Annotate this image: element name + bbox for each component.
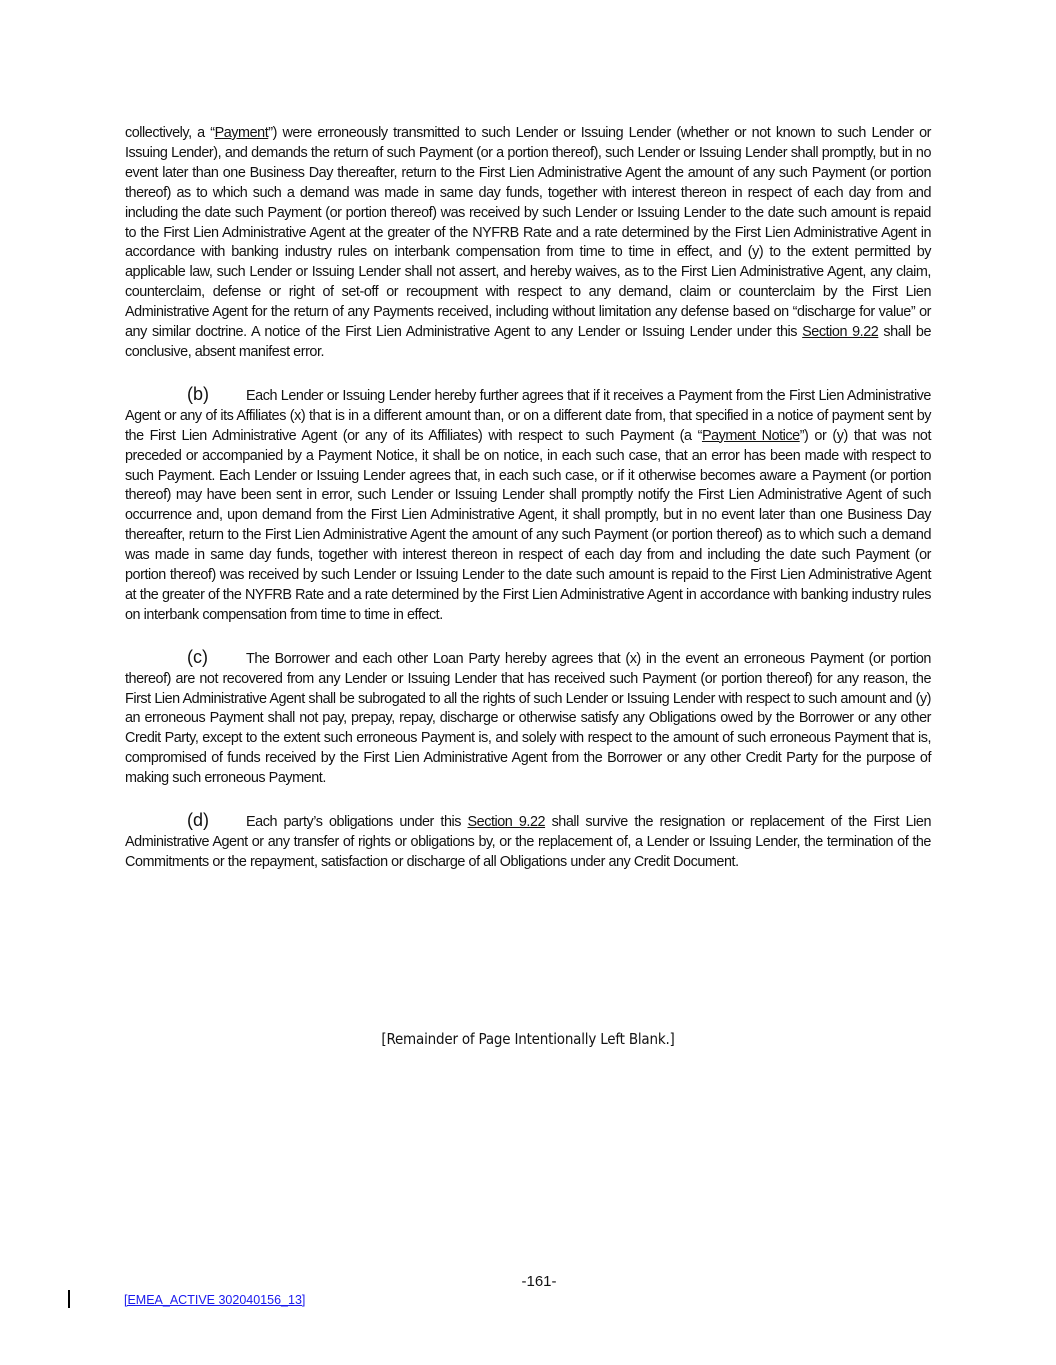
- paragraph-a-continued: [125, 124, 931, 363]
- defined-term-payment: Payment: [214, 125, 269, 141]
- section-reference: Section 9.22: [802, 324, 879, 341]
- text-run: Each Lender or Issuing Lender hereby further agrees that if it receives a Payment from the First Lien Administrative Agent or any of its Affiliates (x) that is in a different amount than, or on a different date from, that specified in a notice of payment sent by the First Lien Administrative Agent (or any of its Affiliates) with respect to such Payment (a “: [125, 387, 931, 444]
- text-run: ”) were erroneously transmitted to such Lender or Issuing Lender (whether or not known to such Lender or Issuing Lender), and demands the return of such Payment (or a portion thereof), such Lender or Issuing Lender shall promptly, but in no event later than one Business Day thereafter, return to the First Lien Administrative Agent the amount of any such Payment (or portion thereof) as to which such a demand was made in same day funds, together with interest thereon in respect of each day from and including the date such Payment (or portion thereof) was received by such Lender or Issuing Lender to the date such amount is repaid to the First Lien Administrative Agent at the greater of the NYFRB Rate and a rate determined by the First Lien Administrative Agent in accordance with banking industry rules on interbank compensation from time to time in effect, and (y) to the extent permitted by applicable law, such Lender or Issuing Lender shall not assert, and hereby waives, as to the First Lien Administrative Agent, any claim, counterclaim, defense or right of set-off or recoupment with respect to any demand, claim or counterclaim by the First Lien Administrative Agent for the return of any Payments received, including without limitation any defense based on “discharge for value” or any similar doctrine. A notice of the First Lien Administrative Agent to any Lender or Issuing Lender under this: [125, 125, 931, 341]
- change-bar: [68, 1290, 70, 1308]
- section-reference: Section 9.22: [467, 814, 546, 831]
- document-body: [125, 124, 931, 895]
- paragraph-label: (b): [187, 383, 209, 404]
- text-run: ”) or (y) that was not preceded or accompanied by a Payment Notice, it shall be on notice, in each such case, that an error has been made with respect to such Payment. Each Lender or Issuing Lender agrees that, in each such case, or if it otherwise becomes aware a Payment (or portion thereof) may have been sent in error, such Lender or Issuing Lender shall promptly notify the First Lien Administrative Agent of such occurrence and, upon demand from the First Lien Administrative Agent, it shall promptly, but in no event later than one Business Day thereafter, return to the First Lien Administrative Agent the amount of any such Payment (or portion thereof) as to which such a demand was made in same day funds, together with interest thereon in respect of each day from and including the date such Payment (or portion thereof) was received by such Lender or Issuing Lender to the date such amount is repaid to the First Lien Administrative Agent at the greater of the NYFRB Rate and a rate determined by the First Lien Administrative Agent in accordance with banking industry rules on interbank compensation from time to time in effect.: [125, 427, 931, 623]
- defined-term-payment-notice: Payment Notice: [701, 427, 800, 444]
- text-run: The Borrower and each other Loan Party hereby agrees that (x) in the event an erroneous Payment (or portion thereof) are not recovered from any Lender or Issuing Lender that has received such Payment (or portion thereof) for any reason, the First Lien Administrative Agent shall be subrogated to all the rights of such Lender or Issuing Lender with respect to such amount and (y) an erroneous Payment shall not pay, prepay, repay, discharge or otherwise satisfy any Obligations owed by the Borrower or any other Credit Party, except to the extent such erroneous Payment is, and solely with respect to the amount of such erroneous Payment that is, compromised of funds received by the First Lien Administrative Agent from the Borrower or any other Credit Party for the purpose of making such erroneous Payment.: [125, 650, 931, 787]
- remainder-note: [Remainder of Page Intentionally Left Blank.]: [381, 1030, 675, 1048]
- paragraph-d: [125, 811, 931, 873]
- paragraph-label: (c): [187, 646, 208, 667]
- text-run: Each party’s obligations under this: [246, 814, 468, 831]
- document-id-link[interactable]: [EMEA_ACTIVE 302040156_13]: [124, 1293, 306, 1307]
- paragraph-label: (d): [187, 810, 209, 831]
- text-run: collectively, a “: [125, 125, 215, 141]
- text-run: shall be conclusive, absent manifest error.: [125, 324, 932, 360]
- paragraph-c: [125, 648, 931, 789]
- text-run: shall survive the resignation or replacement of the First Lien Administrative Agent or any transfer of rights or obligations by, or the replacement of, a Lender or Issuing Lender, the termination of the Commitments or the repayment, satisfaction or discharge of all Obligations under any Credit Document.: [125, 814, 931, 870]
- paragraph-b: [125, 385, 931, 626]
- page-number: -161-: [521, 1273, 557, 1290]
